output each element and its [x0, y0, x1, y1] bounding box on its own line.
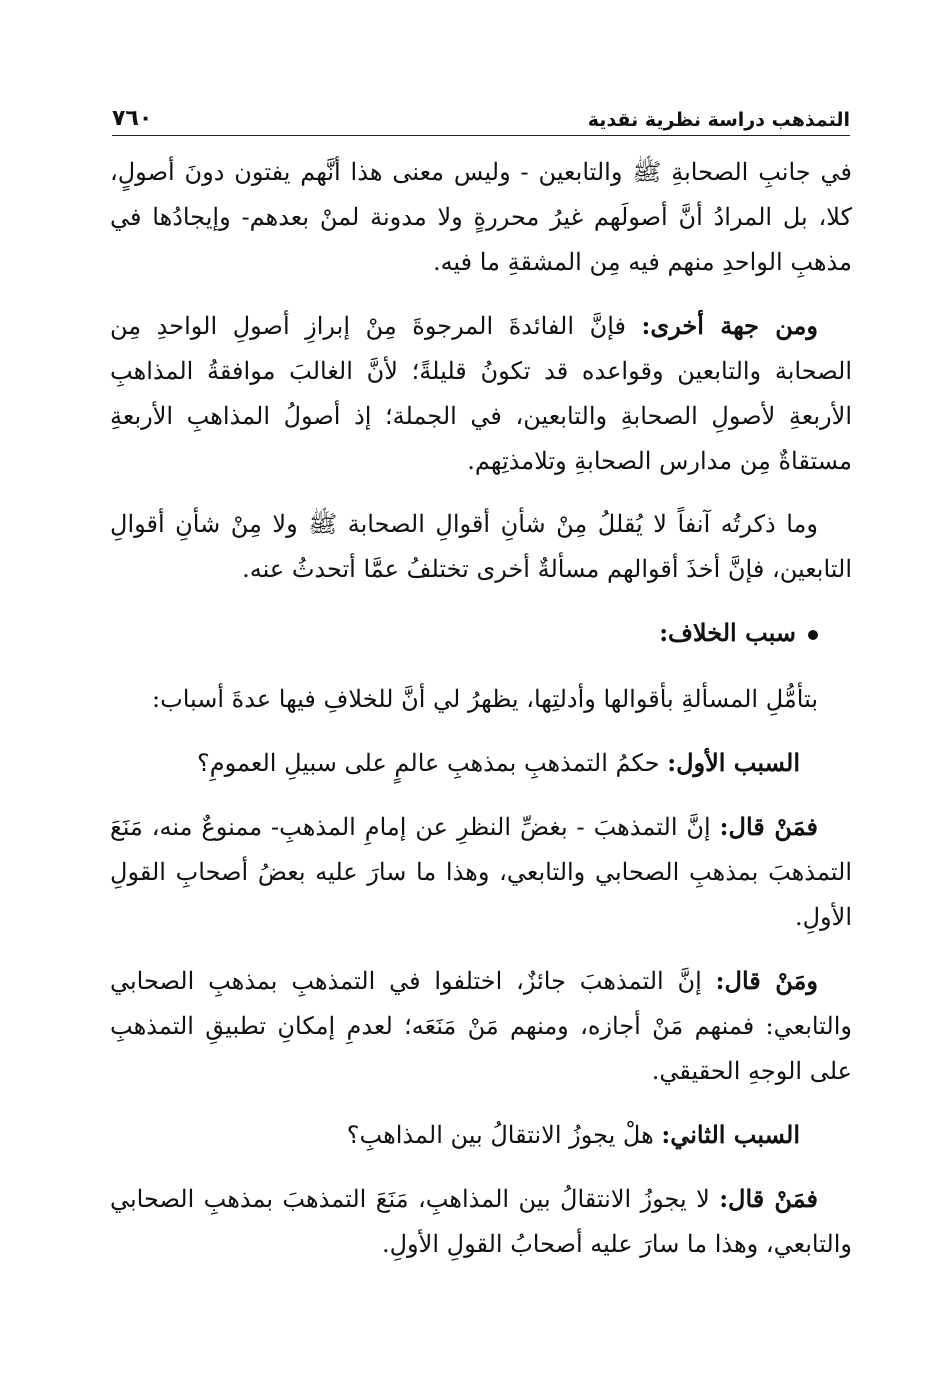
- reason-1: [110, 740, 852, 786]
- paragraph-1-text: في جانبِ الصحابةِ ﷺ والتابعين - وليس معنى هذا أنَّهم يفتون دونَ أصولٍ، كلا، بل المرادُ أنَّ أصولَهم غيرُ محررةٍ ولا مدونة لمنْ بعدهم- وإيجادُها في مذهبِ الواحدِ منهم فيه مِن المشقةِ ما فيه.: [110, 158, 852, 276]
- bullet-icon: [808, 630, 818, 640]
- paragraph-4: [110, 677, 852, 722]
- paragraph-2: [110, 303, 852, 484]
- paragraph-6-text: إنَّ التمذهبَ جائزٌ، اختلفوا في التمذهبِ بمذهبِ الصحابي والتابعي: فمنهم مَنْ أجازه، ومنهم مَنْ مَنَعَه؛ لعدمِ إمكانِ تطبيقِ التمذهبِ على الوجهِ الحقيقي.: [110, 967, 852, 1085]
- running-title: التمذهب دراسة نظرية نقدية: [587, 109, 850, 131]
- reason-2-text: هلْ يجوزُ الانتقالُ بين المذاهبِ؟: [346, 1121, 662, 1149]
- paragraph-3: [110, 502, 852, 592]
- paragraph-5: [110, 804, 852, 940]
- paragraph-2-lead: ومن جهة أخرى:: [641, 311, 818, 340]
- section-heading: [110, 610, 852, 655]
- paragraph-5-lead: فمَنْ قال:: [719, 812, 818, 841]
- reason-1-text: حكمُ التمذهبِ بمذهبِ عالمٍ على سبيلِ العمومِ؟: [197, 749, 668, 777]
- body-text: [110, 150, 852, 1285]
- paragraph-6-lead: ومَنْ قال:: [715, 966, 818, 995]
- paragraph-7: [110, 1176, 852, 1267]
- paragraph-7-text: لا يجوزُ الانتقالُ بين المذاهبِ، مَنَعَ التمذهبَ بمذهبِ الصحابي والتابعي، وهذا ما سارَ عليه أصحابُ القولِ الأولِ.: [110, 1185, 852, 1258]
- reason-2-lead: السبب الثاني:: [661, 1120, 800, 1149]
- paragraph-2-text: فإنَّ الفائدةَ المرجوةَ مِنْ إبرازِ أصولِ الواحدِ مِن الصحابة والتابعين وقواعده قد تكونُ قليلةً؛ لأنَّ الغالبَ موافقةُ المذاهبِ الأربعةِ لأصولِ الصحابةِ والتابعين، في الجملة؛ إذ أصولُ المذاهبِ الأربعةِ مستقاةٌ مِن مدارس الصحابةِ وتلامذتِهم.: [110, 312, 852, 475]
- paragraph-6: [110, 958, 852, 1094]
- section-heading-text: سبب الخلاف:: [659, 618, 796, 647]
- paragraph-1: [110, 150, 852, 285]
- paragraph-5-text: إنَّ التمذهبَ - بغضِّ النظرِ عن إمامِ المذهبِ- ممنوعٌ منه، مَنَعَ التمذهبَ بمذهبِ الصحابي والتابعي، وهذا ما سارَ عليه بعضُ أصحابِ القولِ الأولِ.: [110, 813, 852, 931]
- paragraph-3-text: وما ذكرتُه آنفاً لا يُقللُ مِنْ شأنِ أقوالِ الصحابة ﷺ ولا مِنْ شأنِ أقوالِ التابعين، فإنَّ أخذَ أقوالهم مسألةٌ أخرى تختلفُ عمَّا أتحدثُ عنه.: [110, 510, 852, 583]
- page-number: ٧٦٠: [112, 106, 153, 131]
- reason-2: [110, 1112, 852, 1158]
- page-header: [112, 102, 850, 136]
- paragraph-4-text: بتأمُّلِ المسألةِ بأقوالها وأدلتِها، يظهرُ لي أنَّ للخلافِ فيها عدةَ أسباب:: [152, 685, 818, 713]
- paragraph-7-lead: فمَنْ قال:: [719, 1184, 818, 1213]
- reason-1-lead: السبب الأول:: [667, 748, 800, 777]
